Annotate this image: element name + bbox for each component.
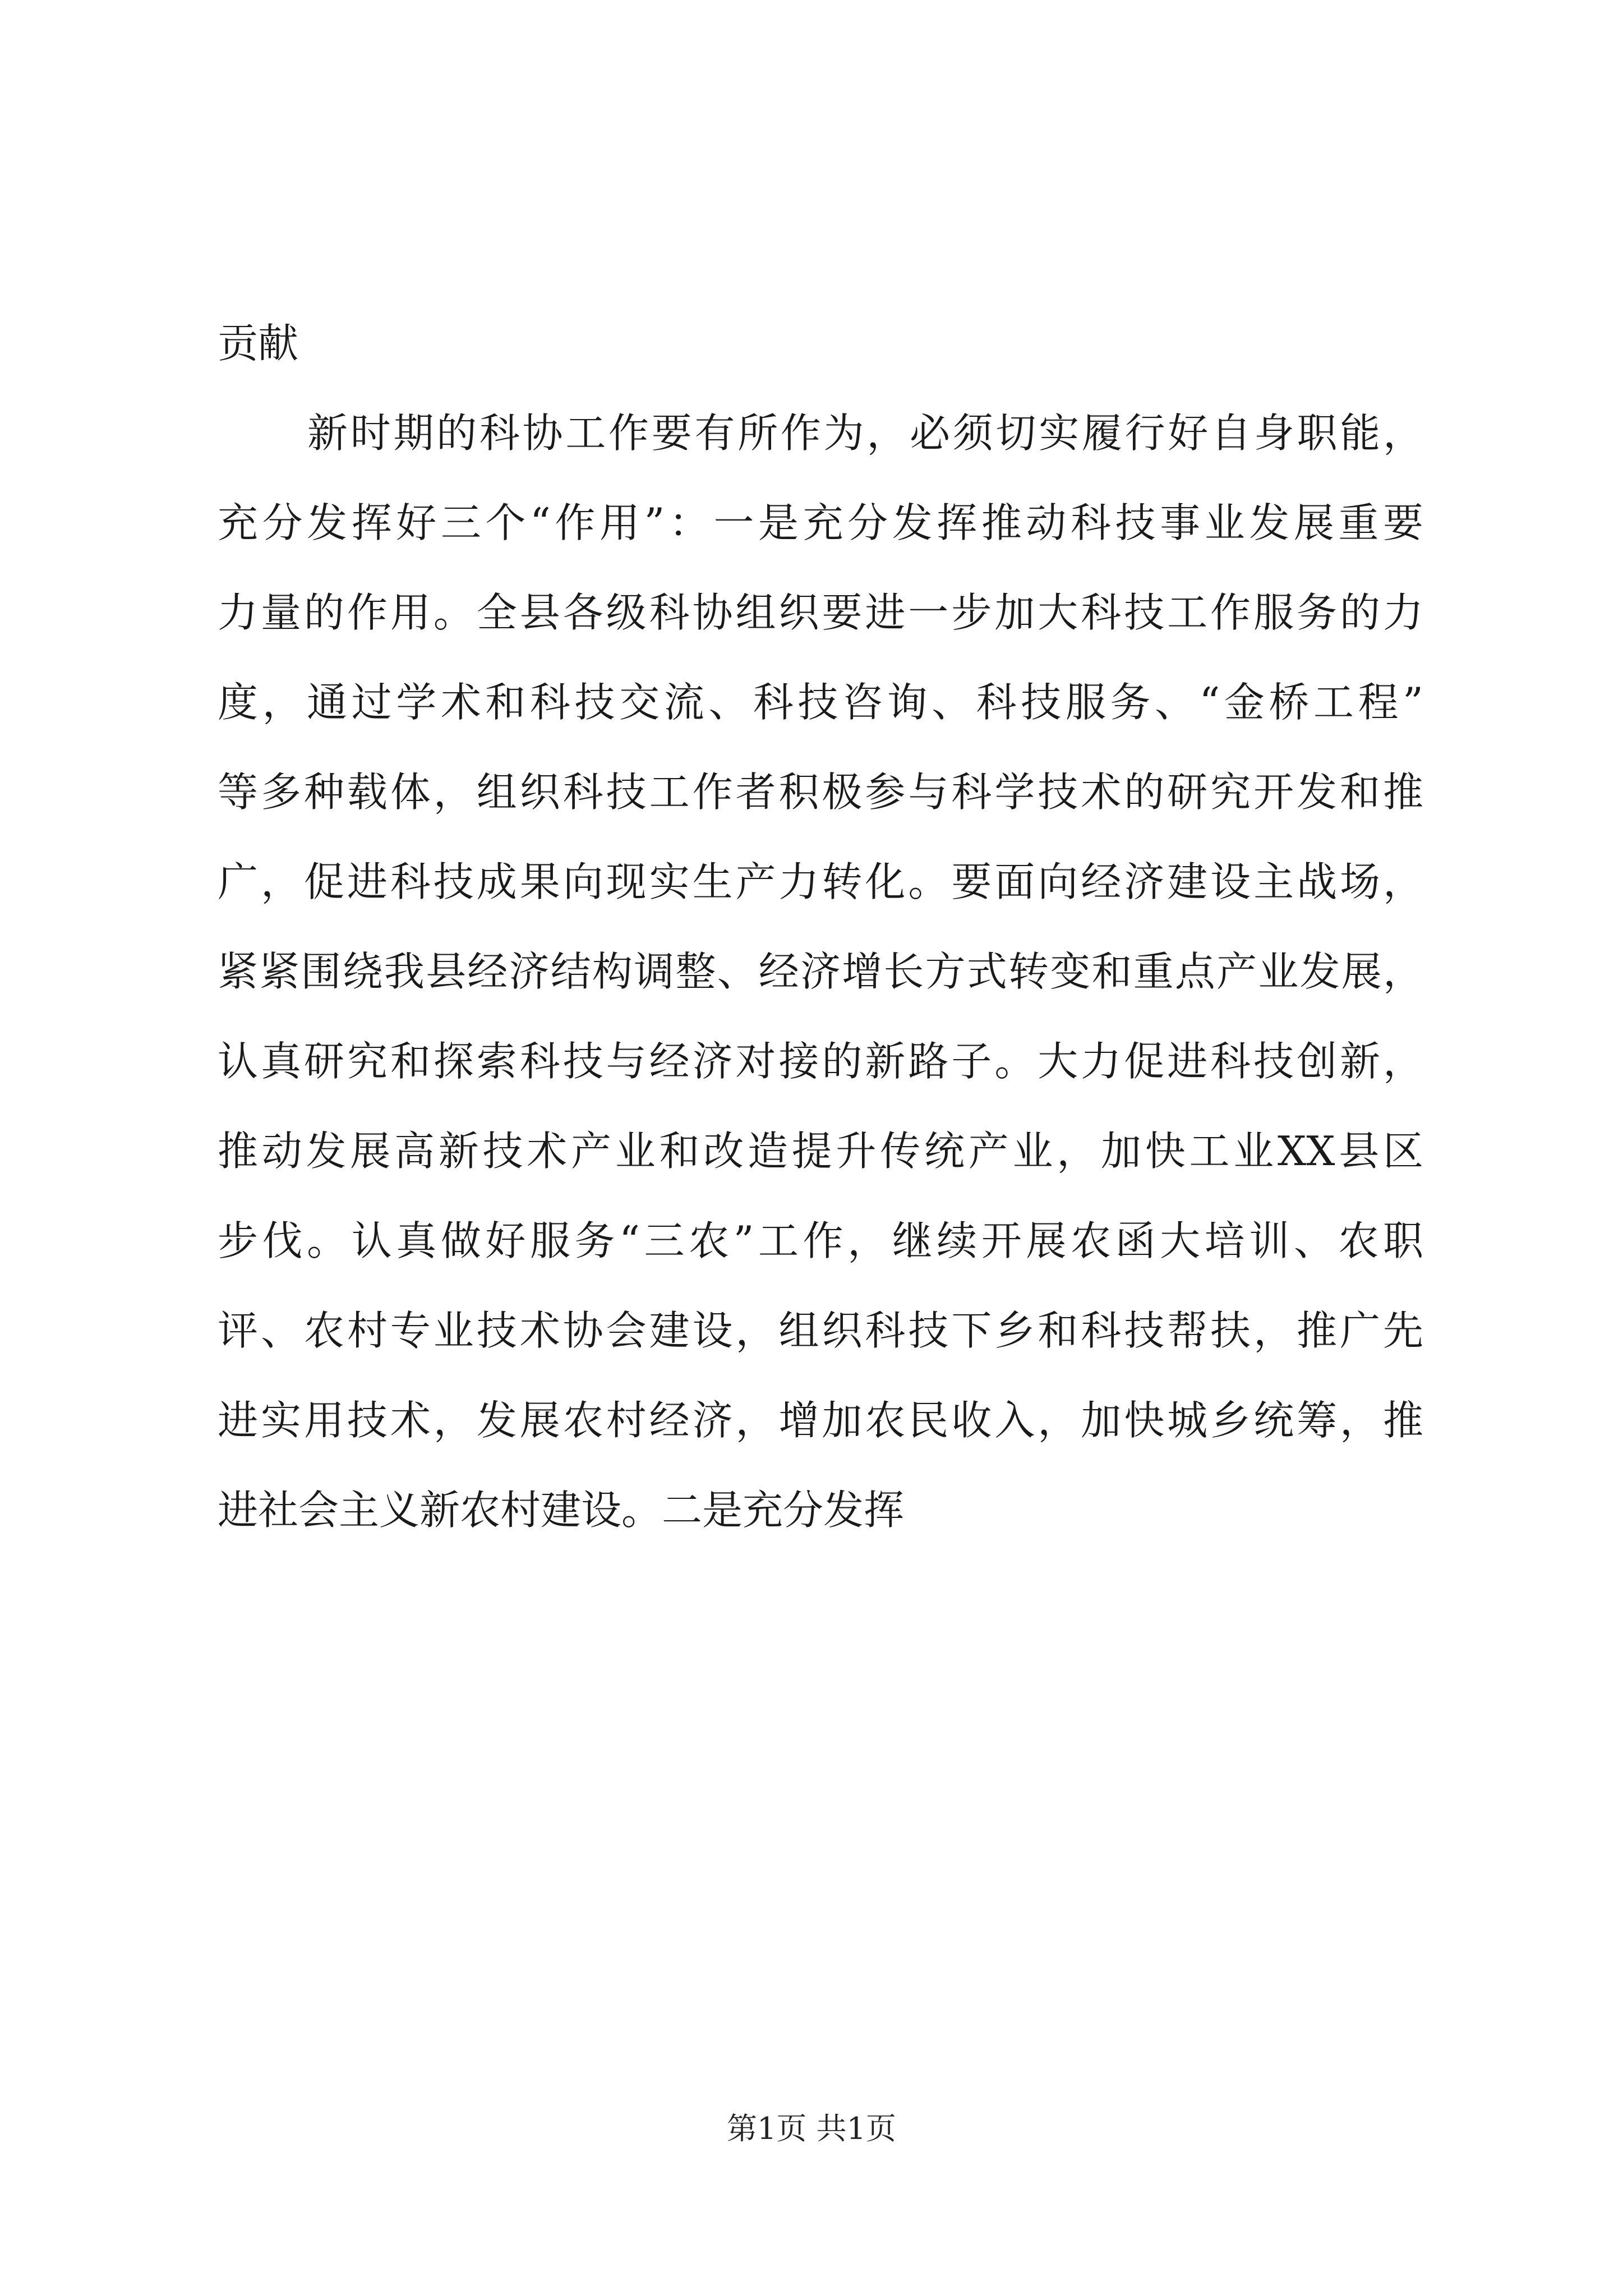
text-line: 评、农村专业技术协会建设，组织科技下乡和科技帮扶，推广先 [218,1307,1423,1354]
text-line: 力量的作用。全县各级科协组织要进一步加大科技工作服务的力 [218,589,1423,636]
text-line: 进社会主义新农村建设。二是充分发挥 [218,1487,905,1534]
text-line: 广，促进科技成果向现实生产力转化。要面向经济建设主战场， [218,858,1423,905]
body-text [218,298,1423,1555]
page-footer: 第1页 共1页 [727,2111,896,2146]
text-line: 度，通过学术和科技交流、科技咨询、科技服务、“金桥工程” [218,679,1423,726]
text-line: 等多种载体，组织科技工作者积极参与科学技术的研究开发和推 [218,769,1423,816]
text-line: 进实用技术，发展农村经济，增加农民收入，加快城乡统筹，推 [218,1397,1423,1444]
text-line: 认真研究和探索科技与经济对接的新路子。大力促进科技创新， [218,1038,1423,1085]
text-line: 紧紧围绕我县经济结构调整、经济增长方式转变和重点产业发展， [218,948,1423,995]
text-line: 推动发展高新技术产业和改造提升传统产业，加快工业XX县区 [218,1128,1423,1175]
text-line: 贡献 [218,320,299,367]
text-line: 新时期的科协工作要有所作为，必须切实履行好自身职能， [307,409,1423,457]
text-line: 步伐。认真做好服务“三农”工作，继续开展农函大培训、农职 [218,1217,1423,1264]
text-line: 充分发挥好三个“作用”：一是充分发挥推动科技事业发展重要 [218,499,1423,546]
